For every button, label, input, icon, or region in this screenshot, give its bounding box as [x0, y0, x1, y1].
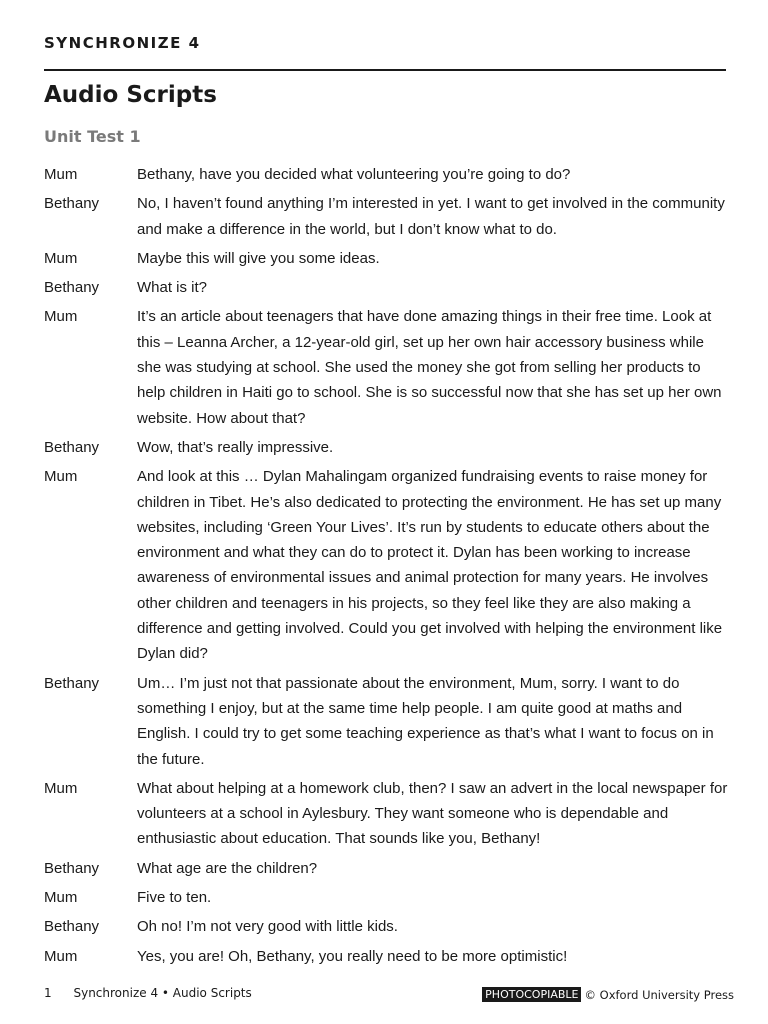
speech-text: What is it? — [137, 279, 208, 297]
speaker-name: Mum — [44, 947, 78, 965]
copyright-text: © Oxford University Press — [584, 987, 734, 1002]
page-title: Audio Scripts — [44, 82, 217, 108]
speech-text: Yes, you are! Oh, Bethany, you really need to be more optimistic! — [137, 947, 568, 965]
speaker-name: Mum — [44, 308, 78, 326]
speaker-name: Bethany — [44, 195, 100, 213]
speaker-name: Mum — [44, 779, 78, 797]
speaker-name: Bethany — [44, 859, 100, 877]
speech-text: What about helping at a homework club, then? I saw an advert in the local newspaper for volunteers at a school in Aylesbury. They want someone who is dependable and enthusiastic about education. That sounds like you, Bethany! — [137, 779, 728, 848]
script-line — [44, 162, 730, 187]
script-line — [44, 776, 730, 852]
speech-text: What age are the children? — [137, 859, 318, 877]
brand-logo: SYNCHRONIZE 4 — [44, 34, 201, 52]
speaker-name: Bethany — [44, 279, 100, 297]
script-line — [44, 944, 730, 969]
script-line — [44, 191, 730, 242]
header-rule — [44, 69, 726, 71]
script-line — [44, 435, 730, 460]
speech-text: Oh no! I’m not very good with little kids. — [137, 918, 398, 936]
speech-text: It’s an article about teenagers that have done amazing things in their free time. Look at this – Leanna Archer, a 12-year-old girl, set up her own hair accessory business while she was studying at school. She used the money she got from selling her products to help children in Haiti go to school. She is so successful now that she has set up her own website. How about that? — [137, 308, 722, 427]
speaker-name: Mum — [44, 249, 78, 267]
speech-text: Um… I’m just not that passionate about the environment, Mum, sorry. I want to do something I enjoy, but at the same time help people. I am quite good at maths and English. I could try to get some teaching experience as that’s what I want to focus on in the future. — [137, 674, 714, 768]
script-line — [44, 304, 730, 430]
page-number: 1 — [44, 986, 52, 1000]
audio-script — [44, 162, 730, 973]
speaker-name: Mum — [44, 166, 78, 183]
script-line — [44, 275, 730, 300]
footer-left — [44, 986, 252, 1000]
script-line — [44, 856, 730, 881]
script-line — [44, 914, 730, 939]
speech-text: Bethany, have you decided what volunteering you’re going to do? — [137, 166, 571, 183]
photocopiable-badge: PHOTOCOPIABLE — [482, 987, 581, 1002]
script-line — [44, 885, 730, 910]
speaker-name: Bethany — [44, 674, 100, 692]
footer-right — [482, 987, 734, 1002]
speech-text: And look at this … Dylan Mahalingam organized fundraising events to raise money for children in Tibet. He’s also dedicated to protecting the environment. He has set up many websites, including ‘Green Your Lives’. It’s run by students to educate others about the environment and what they can do to protect it. Dylan has been working to increase awareness of environmental issues and animal protection for many years. He involves other children and teenagers in his projects, so they feel like they are also making a difference and getting involved. Could you get involved with helping the environment like Dylan did? — [137, 468, 723, 663]
script-line — [44, 671, 730, 772]
speaker-name: Mum — [44, 468, 78, 486]
script-line — [44, 464, 730, 666]
document-label: Synchronize 4 • Audio Scripts — [73, 986, 252, 1000]
script-line — [44, 246, 730, 271]
speech-text: Wow, that’s really impressive. — [137, 438, 334, 456]
section-subtitle: Unit Test 1 — [44, 127, 141, 146]
speaker-name: Mum — [44, 889, 78, 907]
speech-text: No, I haven’t found anything I’m interested in yet. I want to get involved in the community and make a difference in the world, but I don’t know what to do. — [137, 195, 725, 238]
speaker-name: Bethany — [44, 438, 100, 456]
speech-text: Five to ten. — [137, 889, 212, 907]
speaker-name: Bethany — [44, 918, 100, 936]
speech-text: Maybe this will give you some ideas. — [137, 249, 380, 267]
